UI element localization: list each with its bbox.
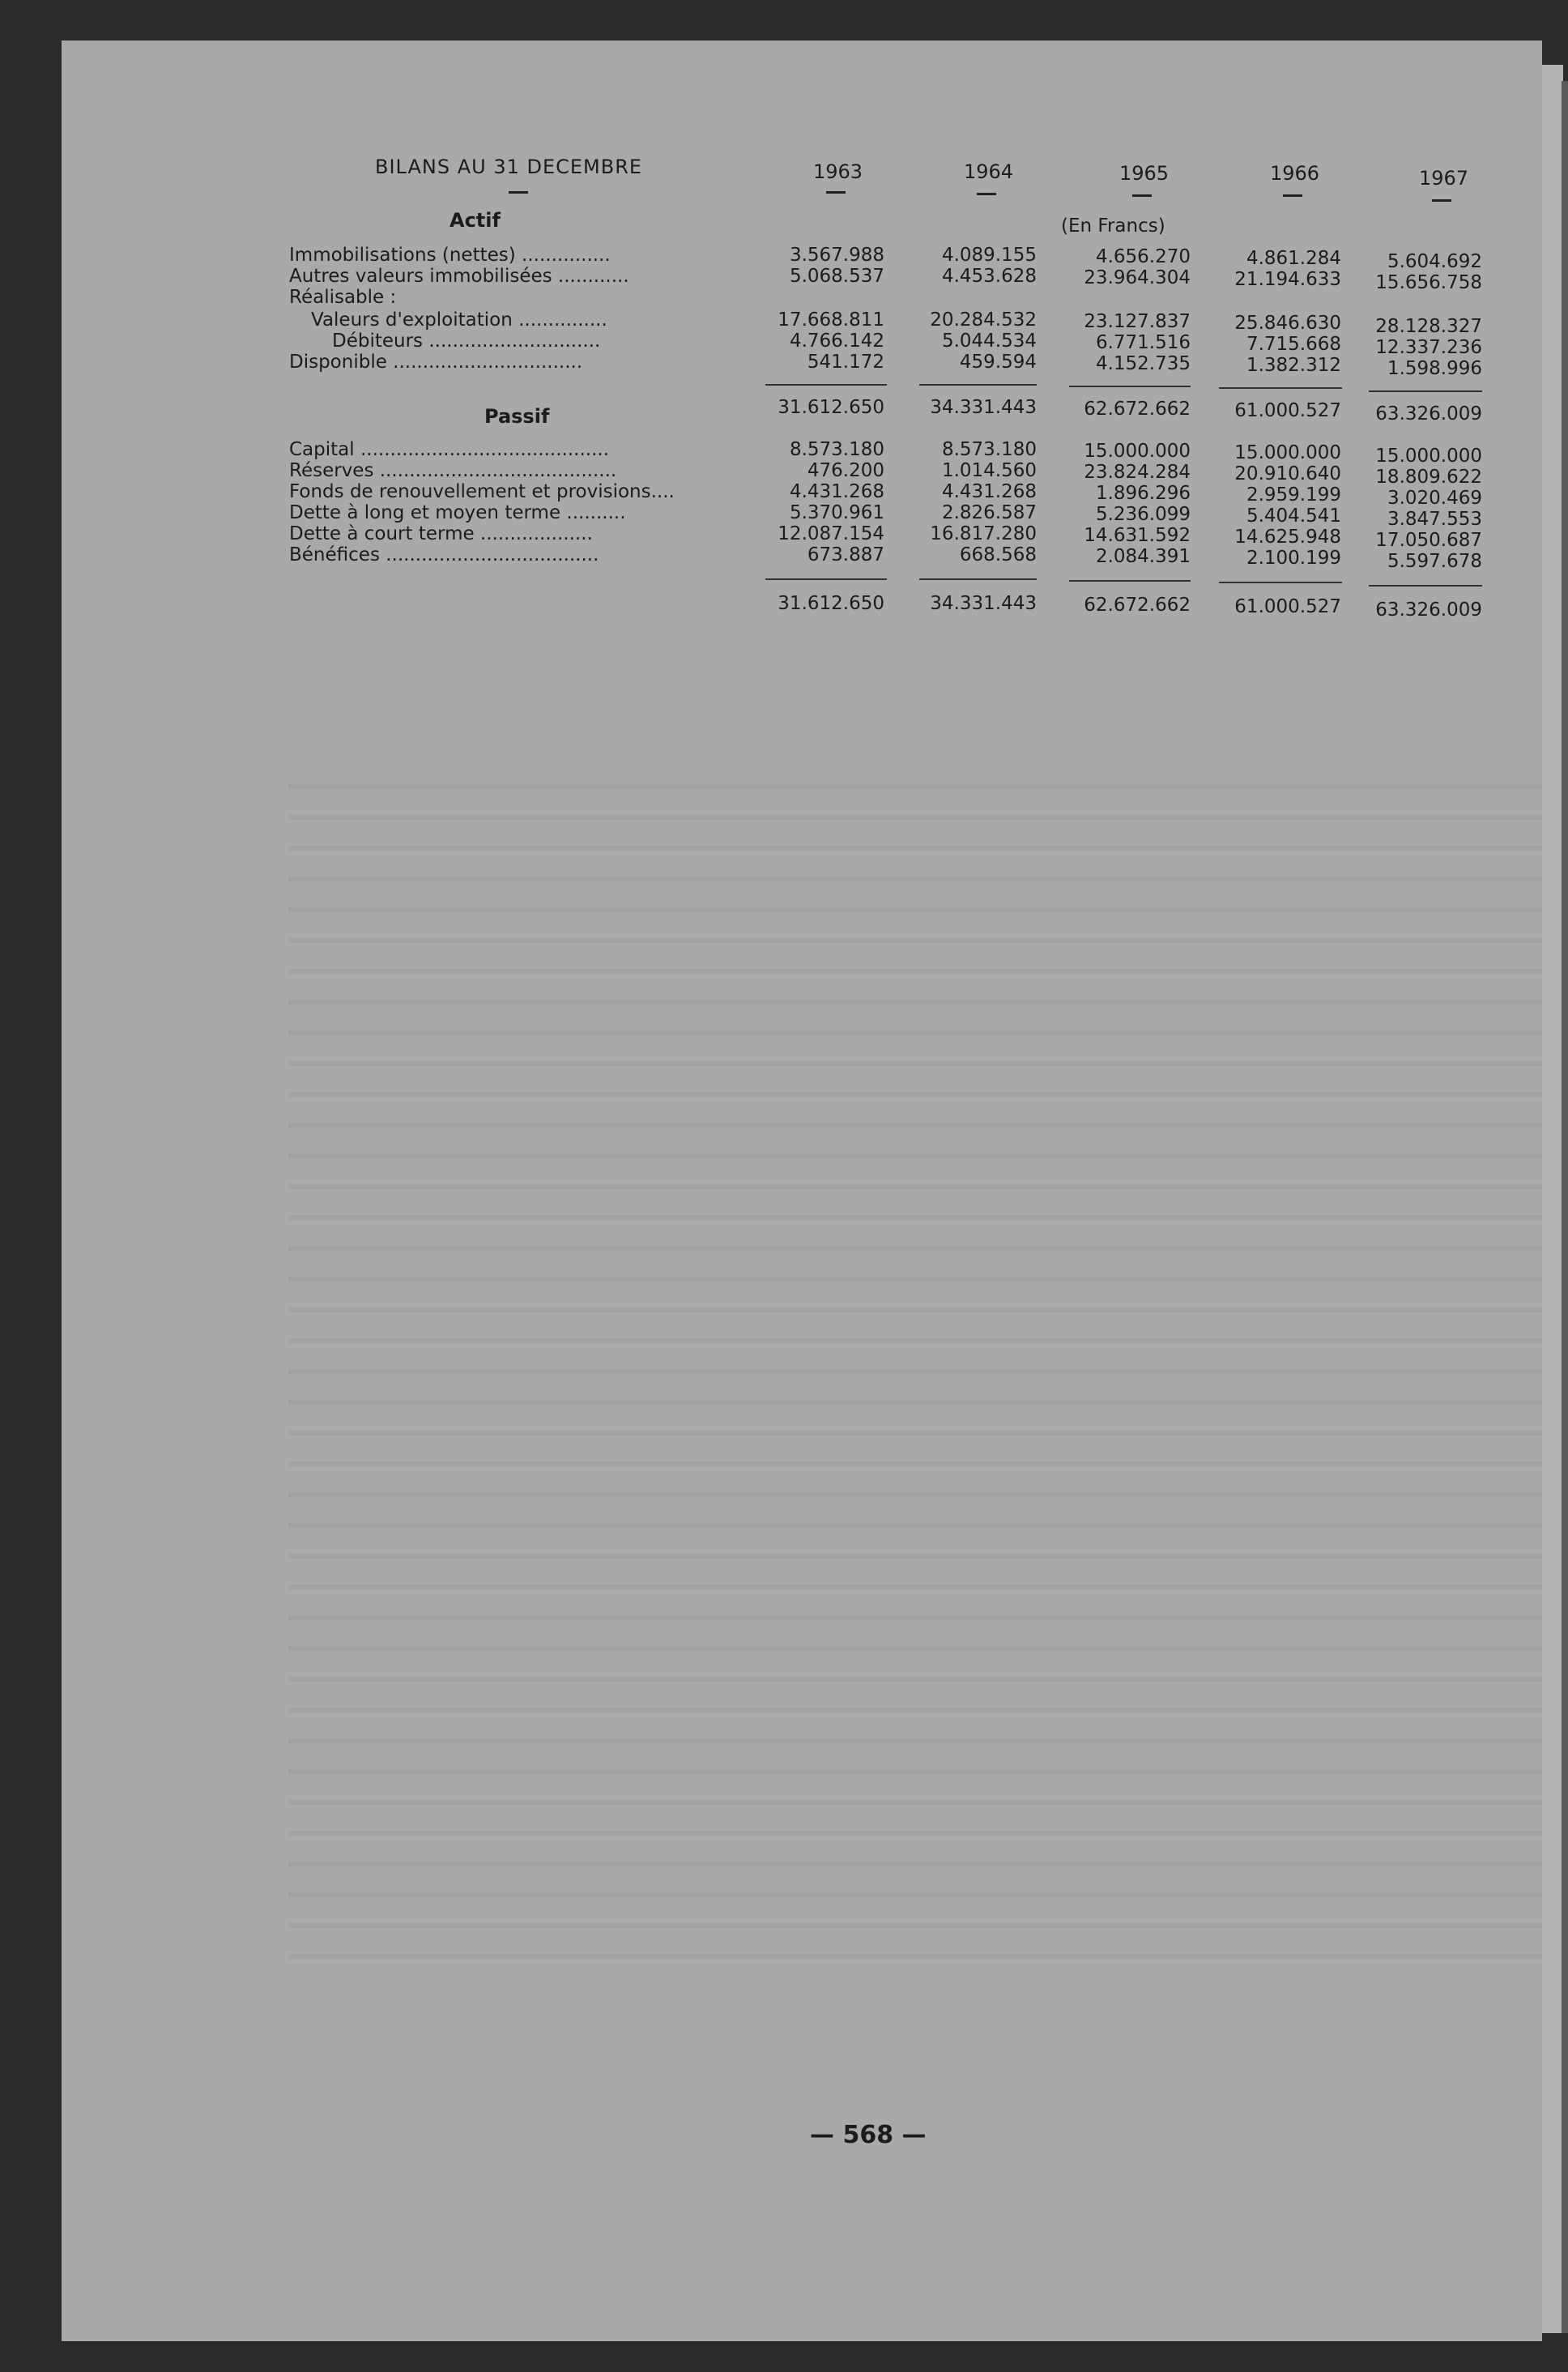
- row-label: Disponible ................................: [289, 352, 583, 373]
- section-actif: Actif: [450, 209, 501, 232]
- cell: 3.567.988: [789, 245, 884, 266]
- cell: 34.331.443: [930, 397, 1037, 418]
- cell: 5.604.692: [1387, 251, 1482, 272]
- total-rule: [919, 384, 1037, 386]
- cell: 2.959.199: [1246, 484, 1341, 506]
- cell: 62.672.662: [1084, 399, 1191, 420]
- cell: 3.847.553: [1387, 509, 1482, 530]
- year-1964: 1964: [964, 160, 1014, 183]
- cell: 63.326.009: [1375, 403, 1482, 424]
- cell: 6.771.516: [1095, 332, 1191, 353]
- total-rule: [765, 384, 887, 386]
- cell: 1.382.312: [1246, 355, 1341, 376]
- cell: 18.809.622: [1375, 467, 1482, 488]
- total-rule: [1069, 386, 1191, 387]
- year-dash: [1283, 194, 1302, 197]
- row-label: Immobilisations (nettes) ...............: [289, 245, 611, 266]
- cell: 61.000.527: [1234, 400, 1341, 421]
- page-edge-shadow: [1562, 81, 1568, 2333]
- cell: 12.337.236: [1375, 337, 1482, 358]
- cell: 2.100.199: [1246, 548, 1341, 569]
- cell: 476.200: [807, 460, 884, 481]
- cell: 23.824.284: [1084, 462, 1191, 483]
- cell: 15.000.000: [1084, 441, 1191, 462]
- cell: 4.766.142: [789, 331, 884, 352]
- cell: 14.625.948: [1234, 527, 1341, 548]
- cell: 541.172: [807, 352, 884, 373]
- row-label: Dette à court terme ...................: [289, 523, 593, 544]
- cell: 62.672.662: [1084, 595, 1191, 616]
- cell: 673.887: [807, 544, 884, 565]
- cell: 20.284.532: [930, 309, 1037, 331]
- cell: 1.014.560: [941, 460, 1037, 481]
- cell: 31.612.650: [778, 593, 884, 614]
- cell: 4.431.268: [941, 481, 1037, 502]
- cell: 17.050.687: [1375, 530, 1482, 551]
- cell: 2.084.391: [1095, 546, 1191, 567]
- cell: 34.331.443: [930, 593, 1037, 614]
- cell: 5.044.534: [941, 331, 1037, 352]
- cell: 17.668.811: [778, 309, 884, 331]
- total-rule: [765, 578, 887, 580]
- row-label: Bénéfices ....................................: [289, 544, 599, 565]
- cell: 12.087.154: [778, 523, 884, 544]
- cell: 5.597.678: [1387, 551, 1482, 572]
- cell: 23.127.837: [1084, 311, 1191, 332]
- year-1963: 1963: [813, 160, 863, 183]
- cell: 15.000.000: [1234, 442, 1341, 463]
- row-label: Dette à long et moyen terme ..........: [289, 502, 626, 523]
- cell: 668.568: [959, 544, 1037, 565]
- page-edge: [1542, 65, 1563, 2333]
- cell: 5.068.537: [789, 266, 884, 287]
- cell: 1.896.296: [1095, 483, 1191, 504]
- cell: 8.573.180: [789, 439, 884, 460]
- table-title: BILANS AU 31 DECEMBRE: [375, 156, 643, 178]
- total-rule: [919, 578, 1037, 580]
- cell: 5.404.541: [1246, 506, 1341, 527]
- row-label: Fonds de renouvellement et provisions....: [289, 481, 675, 502]
- row-label: Capital ..........................................: [289, 439, 610, 460]
- cell: 4.431.268: [789, 481, 884, 502]
- year-dash: [1132, 194, 1152, 197]
- cell: 7.715.668: [1246, 334, 1341, 355]
- cell: 459.594: [959, 352, 1037, 373]
- cell: 4.453.628: [941, 266, 1037, 287]
- row-label: Réalisable :: [289, 287, 397, 308]
- cell: 4.861.284: [1246, 248, 1341, 269]
- cell: 16.817.280: [930, 523, 1037, 544]
- cell: 15.000.000: [1375, 446, 1482, 467]
- cell: 8.573.180: [941, 439, 1037, 460]
- cell: 28.128.327: [1375, 316, 1482, 337]
- cell: 21.194.633: [1234, 269, 1341, 290]
- year-dash: [977, 193, 996, 195]
- cell: 4.152.735: [1095, 353, 1191, 374]
- section-passif: Passif: [484, 405, 550, 428]
- cell: 3.020.469: [1387, 488, 1482, 509]
- cell: 2.826.587: [941, 502, 1037, 523]
- row-label: Réserves ........................................: [289, 460, 617, 481]
- year-1966: 1966: [1270, 162, 1320, 185]
- total-rule: [1369, 390, 1482, 392]
- row-label: Débiteurs .............................: [332, 331, 601, 352]
- total-rule: [1219, 387, 1342, 389]
- cell: 5.236.099: [1095, 504, 1191, 525]
- cell: 14.631.592: [1084, 525, 1191, 546]
- page-number: — 568 —: [810, 2121, 927, 2149]
- cell: 23.964.304: [1084, 267, 1191, 288]
- cell: 4.089.155: [941, 245, 1037, 266]
- row-label: Autres valeurs immobilisées ............: [289, 266, 629, 287]
- year-dash: [1432, 199, 1451, 202]
- page: [62, 41, 1542, 2341]
- cell: 61.000.527: [1234, 596, 1341, 617]
- row-label: Valeurs d'exploitation ...............: [311, 309, 607, 331]
- cell: 4.656.270: [1095, 246, 1191, 267]
- cell: 63.326.009: [1375, 599, 1482, 621]
- total-rule: [1069, 580, 1191, 582]
- cell: 31.612.650: [778, 397, 884, 418]
- cell: 20.910.640: [1234, 463, 1341, 484]
- year-1967: 1967: [1419, 167, 1469, 190]
- cell: 5.370.961: [789, 502, 884, 523]
- cell: 25.846.630: [1234, 313, 1341, 334]
- year-dash: [826, 191, 846, 194]
- bleed-through-text: [288, 770, 1542, 1985]
- cell: 1.598.996: [1387, 358, 1482, 379]
- cell: 15.656.758: [1375, 272, 1482, 293]
- total-rule: [1369, 585, 1482, 587]
- total-rule: [1219, 582, 1342, 583]
- year-1965: 1965: [1119, 162, 1170, 185]
- unit-label: (En Francs): [1061, 215, 1165, 237]
- title-dash: [509, 191, 528, 194]
